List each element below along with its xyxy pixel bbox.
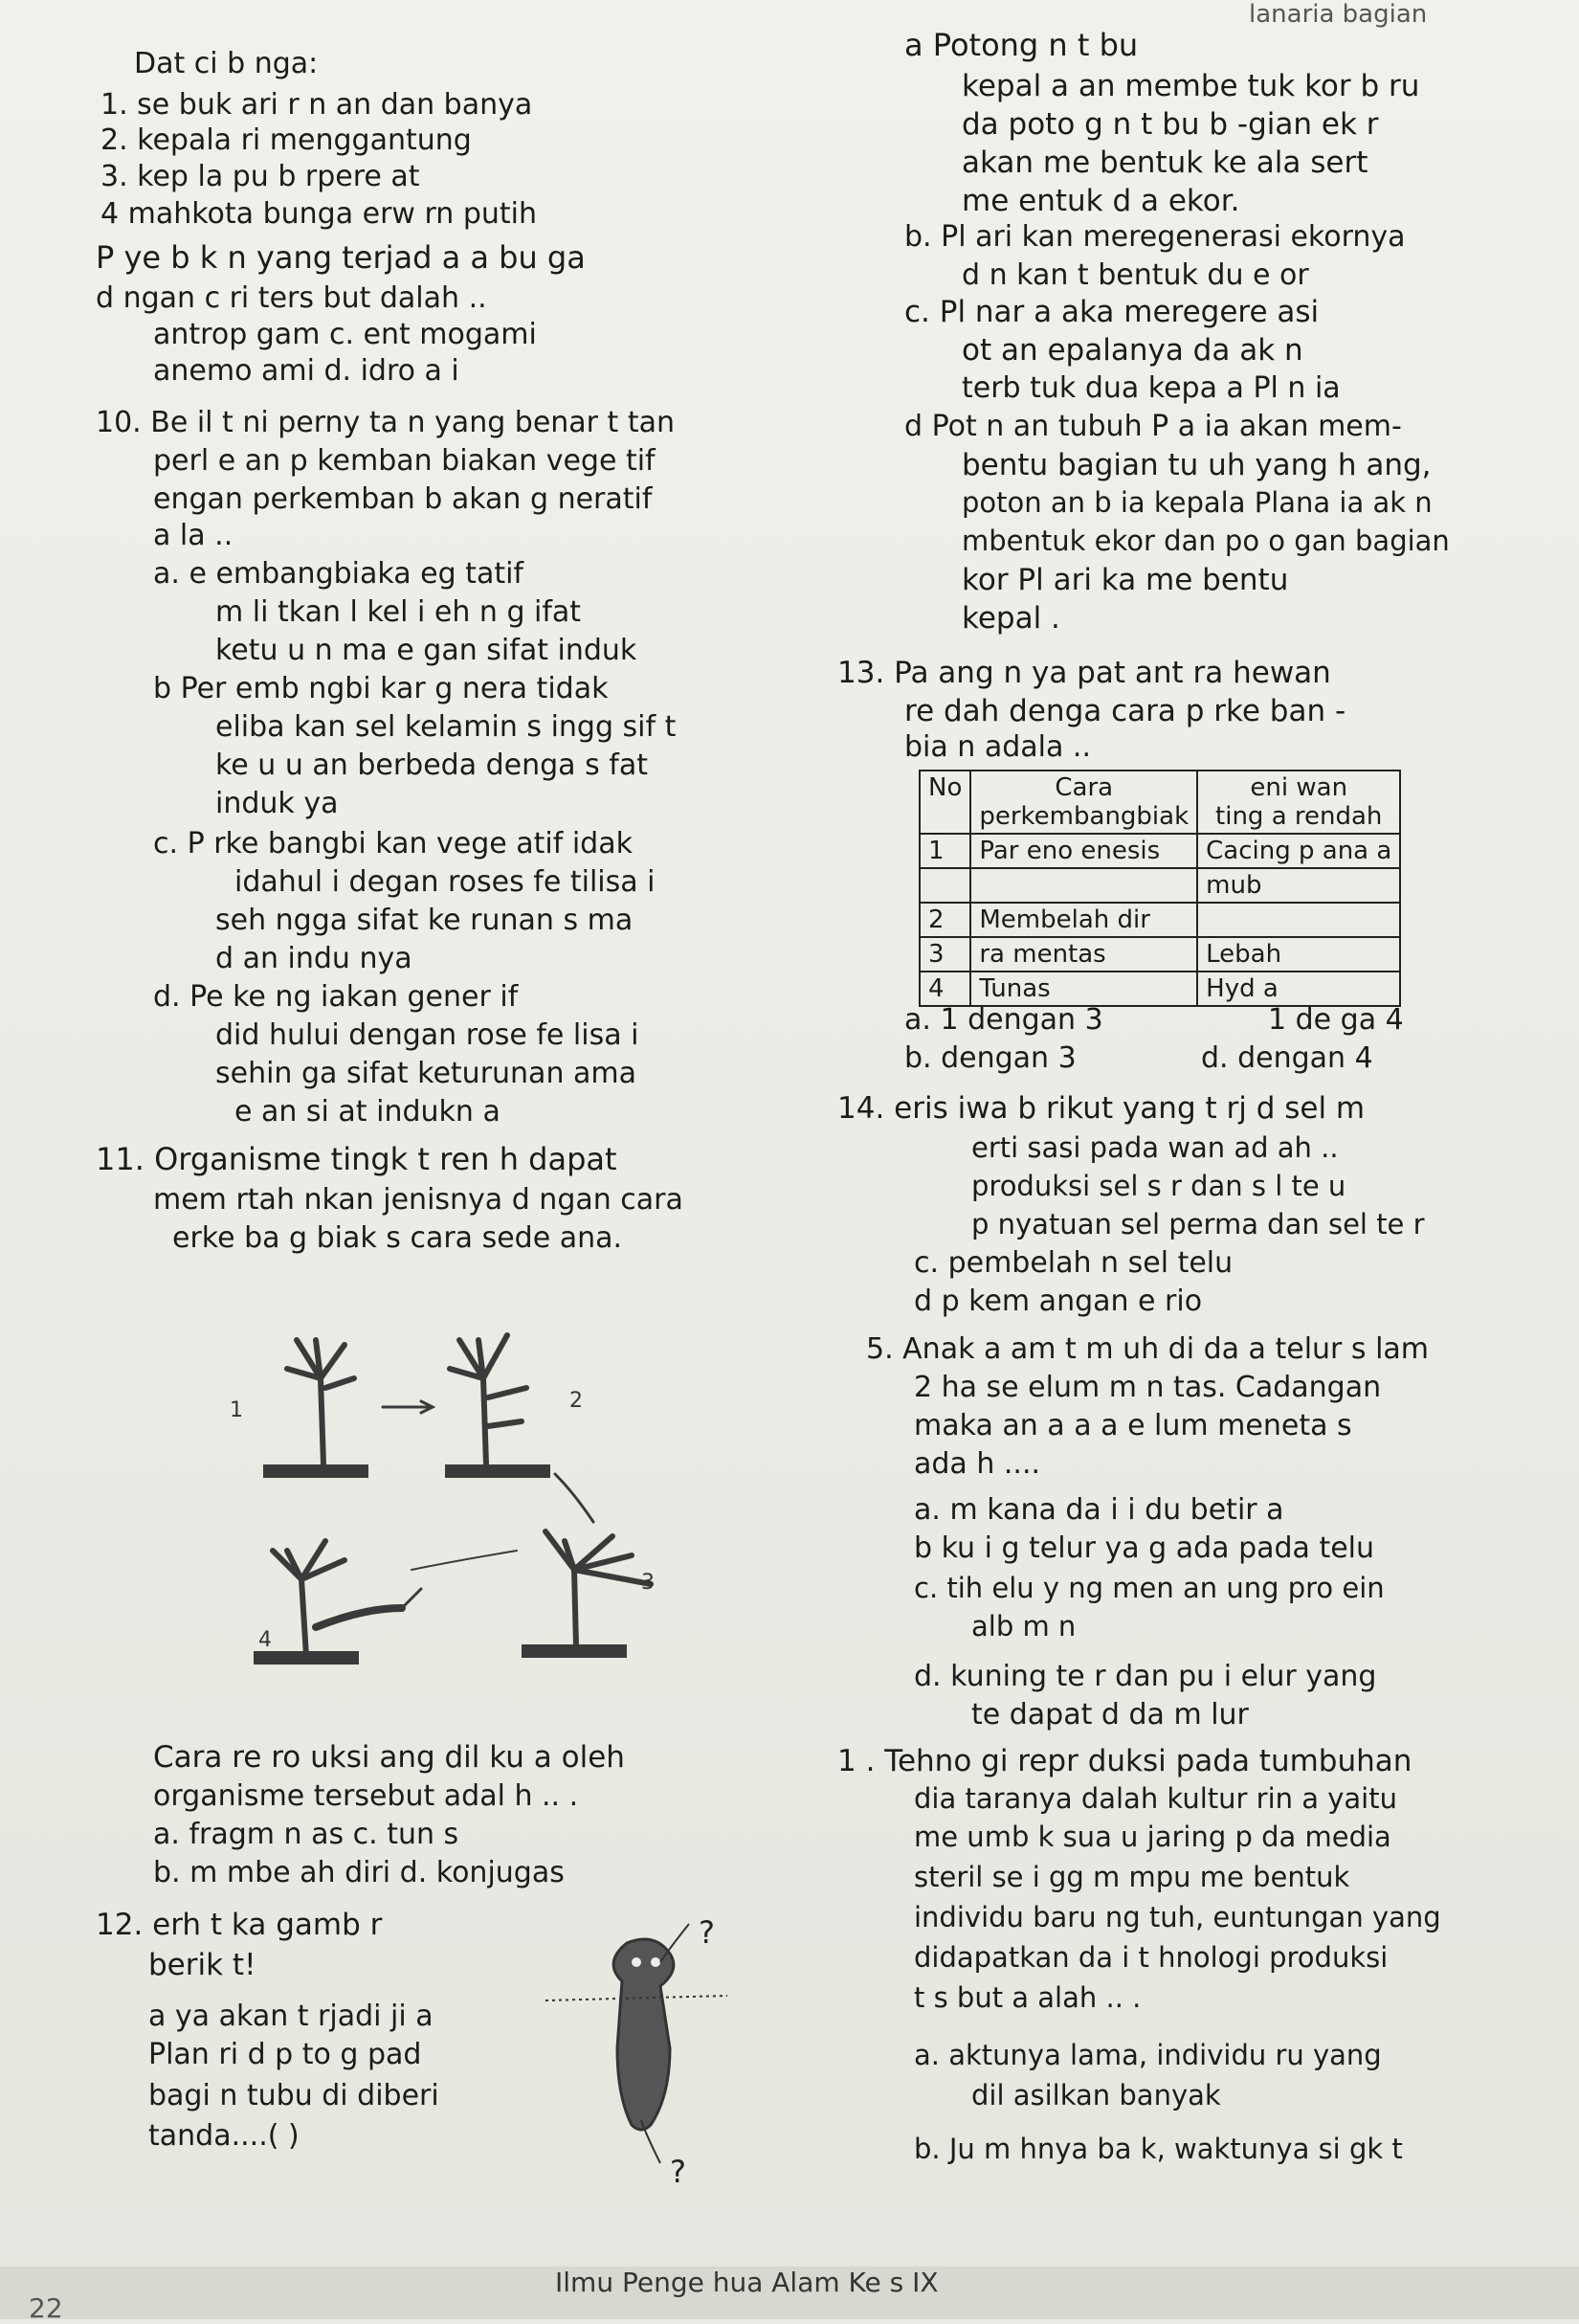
table-header: No [920,771,970,834]
text-line: eliba kan sel kelamin s ingg sif t [215,710,677,744]
text-line: 1. se buk ari r n an dan banya [100,88,533,122]
text-line: did hului dengan rose fe lisa i [215,1018,639,1052]
text-line: a la .. [153,519,234,552]
text-line: a ya akan t rjadi ji a [148,2000,434,2033]
text-line: alb m n [971,1610,1077,1642]
question-mark-top: ? [699,1914,715,1951]
question-10: 10. Be il t ni perny ta n yang benar t tan [96,406,676,439]
option-d: d. dengan 4 [1201,1041,1373,1075]
text-line: lanaria bagian [1249,0,1428,29]
text-line: idahul i degan roses fe tilisa i [234,865,656,899]
text-line: t s but a alah .. . [914,1981,1142,2014]
question-13: 13. Pa ang n ya pat ant ra hewan [837,656,1331,690]
text-line: ada h .... [914,1447,1041,1481]
text-line: d ngan c ri ters but dalah .. [96,281,487,315]
text-line: anemo ami d. idro a i [153,354,459,388]
table-header: eni wan ting a rendah [1197,771,1400,834]
option-a: a. 1 dengan 3 [904,1003,1103,1037]
option-b: b Per emb ngbi kar g nera tidak [153,672,609,705]
text-line: individu baru ng tuh, euntungan yang [914,1901,1441,1933]
text-line: e an si at indukn a [234,1095,500,1128]
text-line: 4 mahkota bunga erw rn putih [100,197,538,231]
text-line: kepal . [962,601,1060,636]
option-b: b ku i g telur ya g ada pada telu [914,1531,1375,1565]
text-line: Plan ri d p to g pad [148,2038,422,2071]
text-line: steril se i gg m mpu me bentuk [914,1861,1350,1893]
text-line: p nyatuan sel perma dan sel te r [971,1208,1425,1240]
text-line: kor Pl ari ka me bentu [962,563,1289,597]
option-c: c. tih elu y ng men an ung pro ein [914,1572,1385,1604]
table-row: 4 Tunas Hyd a [920,972,1400,1006]
text-line: seh ngga sifat ke runan s ma [215,904,634,937]
option-c: c. P rke bangbi kan vege atif idak [153,827,633,860]
text-line: erke ba g biak s cara sede ana. [172,1221,623,1255]
question-12: 12. erh t ka gamb r [96,1908,383,1942]
text-line: dil asilkan banyak [971,2079,1221,2112]
text-line: d an indu nya [215,942,412,975]
text-line: sehin ga sifat keturunan ama [215,1057,636,1090]
question-mark-bottom: ? [670,2154,686,2190]
text-line: perl e an p kemban biakan vege tif [153,444,656,478]
text-line: m li tkan l kel i eh n g ifat [215,595,582,629]
option-a: a. m kana da i i du betir a [914,1493,1284,1527]
option-d: d. kuning te r dan pu i elur yang [914,1660,1377,1693]
figure-label-3: 3 [641,1571,655,1595]
option-a: a Potong n t bu [904,27,1139,63]
option-a: a. e embangbiaka eg tatif [153,557,523,591]
text-line: didapatkan da i t hnologi produksi [914,1941,1389,1974]
option-d: d p kem angan e rio [914,1285,1203,1318]
text-line: bia n adala .. [904,730,1091,764]
text-line: 2. kepala ri menggantung [100,123,472,157]
text-line: tanda....( ) [148,2119,300,2153]
text-line: Cara re ro uksi ang dil ku a oleh [153,1740,625,1775]
option-d: d. Pe ke ng iakan gener if [153,980,519,1014]
question-11: 11. Organisme tingk t ren h dapat [96,1141,617,1177]
footer-title: Ilmu Penge hua Alam Ke s IX [555,2267,939,2298]
figure-label-2: 2 [569,1389,583,1413]
text-line: 3. kep la pu b rpere at [100,160,420,193]
option-b: b. dengan 3 [904,1041,1077,1075]
option-d: d Pot n an tubuh P a ia akan mem- [904,410,1402,443]
text-line: dia taranya dalah kultur rin a yaitu [914,1782,1397,1815]
text-line: d n kan t bentuk du e or [962,258,1309,292]
text-line: mem rtah nkan jenisnya d ngan cara [153,1183,683,1217]
text-line: 2 ha se elum m n tas. Cadangan [914,1371,1382,1404]
option-b: produksi sel s r dan s l te u [971,1170,1346,1202]
table-row: 2 Membelah dir [920,903,1400,937]
page-number: 22 [29,2292,63,2324]
table-row: mub [920,868,1400,903]
option-c: c. pembelah n sel telu [914,1246,1234,1280]
text-line: ot an epalanya da ak n [962,333,1303,368]
text-line: me entuk d a ekor. [962,184,1240,218]
option-a: a. aktunya lama, individu ru yang [914,2039,1382,2071]
text-line: poton an b ia kepala Plana ia ak n [962,486,1433,519]
text-line: organisme tersebut adal h .. . [153,1779,579,1813]
text-line: engan perkemban b akan g neratif [153,482,653,516]
text-line: kepal a an membe tuk kor b ru [962,69,1420,103]
text-line: ketu u n ma e gan sifat induk [215,634,637,667]
text-line: me umb k sua u jaring p da media [914,1821,1391,1853]
table-row: 1 Par eno enesis Cacing p ana a [920,834,1400,868]
question-15: 5. Anak a am t m uh di da a telur s lam [866,1332,1430,1366]
table-row: 3 ra mentas Lebah [920,937,1400,972]
text-line: akan me bentuk ke ala sert [962,145,1368,180]
option-bd: b. m mbe ah diri d. konjugas [153,1856,565,1889]
text-line: berik t! [148,1948,256,1982]
table-header: Cara perkembangbiak [970,771,1197,834]
option-c: c. Pl nar a aka meregere asi [904,295,1320,329]
hydra-regeneration-figure [230,1321,766,1685]
option-c: 1 de ga 4 [1268,1003,1404,1037]
text-line: induk ya [215,787,339,820]
text-line: mbentuk ekor dan po o gan bagian [962,525,1450,557]
text-line: re dah denga cara p rke ban - [904,694,1346,728]
text-line: Dat ci b nga: [134,47,319,80]
text-line: antrop gam c. ent mogami [153,318,537,351]
figure-label-4: 4 [258,1628,272,1652]
option-a: erti sasi pada wan ad ah .. [971,1131,1339,1164]
text-line: ke u u an berbeda denga s fat [215,749,648,782]
option-b: b. Pl ari kan meregenerasi ekornya [904,220,1406,254]
text-line: bagi n tubu di diberi [148,2079,439,2112]
text-line: te dapat d da m lur [971,1698,1249,1732]
reproduction-table [919,770,1401,1007]
option-ac: a. fragm n as c. tun s [153,1818,459,1851]
planaria-figure [536,1905,766,2192]
question-14: 14. eris iwa b rikut yang t rj d sel m [837,1091,1366,1126]
text-line: maka an a a a e lum meneta s [914,1409,1352,1442]
text-line: P ye b k n yang terjad a a bu ga [96,239,586,276]
text-line: da poto g n t bu b -gian ek r [962,107,1379,142]
option-b: b. Ju m hnya ba k, waktunya si gk t [914,2133,1403,2165]
text-line: terb tuk dua kepa a Pl n ia [962,371,1341,405]
question-16: 1 . Tehno gi repr duksi pada tumbuhan [837,1744,1412,1778]
text-line: bentu bagian tu uh yang h ang, [962,448,1432,482]
figure-label-1: 1 [230,1398,243,1422]
